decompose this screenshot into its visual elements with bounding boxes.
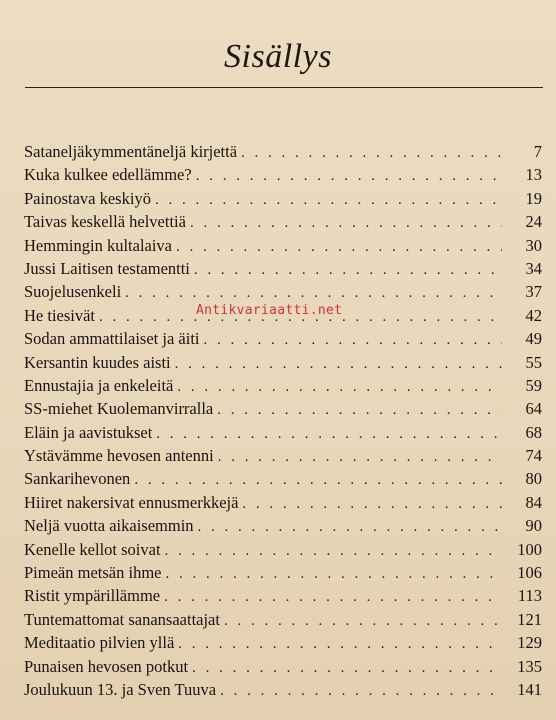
toc-entry bbox=[24, 236, 542, 259]
dot-leader bbox=[175, 356, 502, 373]
dot-leader bbox=[164, 589, 502, 606]
dot-leader bbox=[242, 496, 502, 513]
toc-entry bbox=[24, 633, 542, 656]
toc-entry-page: 68 bbox=[525, 422, 542, 442]
toc-entry-page: 64 bbox=[525, 399, 542, 419]
toc-entry-title: Kersantin kuudes aisti bbox=[24, 352, 171, 372]
toc-entry-title: He tiesivät bbox=[24, 305, 96, 325]
toc-entry-title: Ystävämme hevosen antenni bbox=[24, 446, 214, 466]
toc-entry-title: Jussi Laitisen testamentti bbox=[24, 258, 190, 278]
toc-entry bbox=[24, 610, 542, 633]
dot-leader bbox=[190, 215, 502, 232]
toc-entry-page: 24 bbox=[525, 212, 542, 232]
toc-entry-page: 100 bbox=[517, 539, 542, 559]
dot-leader bbox=[194, 262, 502, 279]
page-title: Sisällys bbox=[224, 38, 332, 75]
toc-entry bbox=[24, 586, 542, 609]
dot-leader bbox=[134, 472, 502, 489]
toc-entry bbox=[24, 212, 542, 235]
toc-entry bbox=[24, 446, 542, 469]
dot-leader bbox=[125, 285, 502, 302]
toc-entry bbox=[24, 493, 542, 516]
toc-entry-page: 7 bbox=[533, 142, 542, 161]
toc-entry bbox=[24, 189, 542, 212]
toc-entry-page: 135 bbox=[517, 656, 542, 676]
toc-entry-title: Neljä vuotta aikaisemmin bbox=[24, 516, 194, 536]
toc-entry-title: Tuntemattomat sanansaattajat bbox=[24, 609, 220, 629]
table-of-contents bbox=[24, 142, 542, 703]
toc-entry bbox=[24, 142, 542, 165]
toc-entry-title: Kenelle kellot soivat bbox=[24, 539, 161, 559]
toc-entry-page: 19 bbox=[525, 188, 542, 208]
toc-entry-page: 80 bbox=[525, 469, 542, 489]
toc-entry bbox=[24, 469, 542, 492]
toc-entry-title: SS-miehet Kuolemanvirralla bbox=[24, 399, 214, 419]
toc-entry-page: 13 bbox=[525, 165, 542, 185]
dot-leader bbox=[217, 402, 502, 419]
dot-leader bbox=[224, 613, 502, 630]
toc-entry-title: Joulukuun 13. ja Sven Tuuva bbox=[24, 679, 217, 699]
toc-entry-title: Sataneljäkymmentäneljä kirjettä bbox=[24, 142, 238, 161]
toc-entry bbox=[24, 165, 542, 188]
dot-leader bbox=[220, 683, 502, 700]
dot-leader bbox=[155, 192, 502, 209]
toc-entry-page: 55 bbox=[525, 352, 542, 372]
dot-leader bbox=[218, 449, 502, 466]
toc-entry bbox=[24, 259, 542, 282]
toc-entry-page: 113 bbox=[517, 586, 542, 606]
dot-leader bbox=[196, 168, 502, 185]
toc-entry-page: 129 bbox=[517, 633, 542, 653]
dot-leader bbox=[176, 239, 502, 256]
toc-entry bbox=[24, 657, 542, 680]
toc-entry-title: Ennustajia ja enkeleitä bbox=[24, 375, 174, 395]
toc-entry-page: 34 bbox=[525, 258, 542, 278]
toc-entry-page: 141 bbox=[517, 679, 542, 699]
dot-leader bbox=[241, 145, 502, 162]
toc-entry-title: Kuka kulkee edellämme? bbox=[24, 165, 192, 185]
toc-entry bbox=[24, 423, 542, 446]
dot-leader bbox=[177, 379, 502, 396]
toc-entry-page: 42 bbox=[525, 305, 542, 325]
toc-entry-title: Eläin ja aavistukset bbox=[24, 422, 153, 442]
dot-leader bbox=[198, 519, 502, 536]
toc-entry-page: 90 bbox=[525, 516, 542, 536]
dot-leader bbox=[204, 332, 503, 349]
toc-entry-page: 49 bbox=[525, 329, 542, 349]
toc-entry-title: Punaisen hevosen potkut bbox=[24, 656, 189, 676]
toc-entry-title: Ristit ympärillämme bbox=[24, 586, 161, 606]
toc-entry bbox=[24, 540, 542, 563]
dot-leader bbox=[178, 636, 502, 653]
toc-entry-title: Taivas keskellä helvettiä bbox=[24, 212, 186, 232]
toc-entry bbox=[24, 376, 542, 399]
toc-entry-title: Meditaatio pilvien yllä bbox=[24, 633, 175, 653]
toc-entry bbox=[24, 680, 542, 703]
toc-entry-page: 74 bbox=[525, 446, 542, 466]
toc-entry bbox=[24, 516, 542, 539]
toc-entry-title: Sodan ammattilaiset ja äiti bbox=[24, 329, 200, 349]
toc-entry bbox=[24, 329, 542, 352]
toc-entry bbox=[24, 399, 542, 422]
watermark: Antikvariaatti.net bbox=[196, 303, 343, 318]
toc-entry bbox=[24, 353, 542, 376]
toc-entry-page: 121 bbox=[517, 609, 542, 629]
toc-entry-page: 106 bbox=[517, 563, 542, 583]
toc-entry-title: Painostava keskiyö bbox=[24, 188, 151, 208]
dot-leader bbox=[165, 543, 502, 560]
toc-entry-title: Sankarihevonen bbox=[24, 469, 131, 489]
toc-entry-page: 30 bbox=[525, 235, 542, 255]
toc-entry-page: 59 bbox=[525, 375, 542, 395]
toc-entry-page: 37 bbox=[525, 282, 542, 302]
toc-entry-page: 84 bbox=[525, 492, 542, 512]
toc-entry-title: Suojelusenkeli bbox=[24, 282, 122, 302]
dot-leader bbox=[156, 426, 502, 443]
toc-entry-title: Hiiret nakersivat ennusmerkkejä bbox=[24, 492, 239, 512]
title-divider bbox=[25, 87, 543, 88]
dot-leader bbox=[192, 660, 502, 677]
dot-leader bbox=[165, 566, 502, 583]
toc-entry bbox=[24, 563, 542, 586]
toc-entry-title: Pimeän metsän ihme bbox=[24, 563, 162, 583]
toc-entry-title: Hemmingin kultalaiva bbox=[24, 235, 173, 255]
